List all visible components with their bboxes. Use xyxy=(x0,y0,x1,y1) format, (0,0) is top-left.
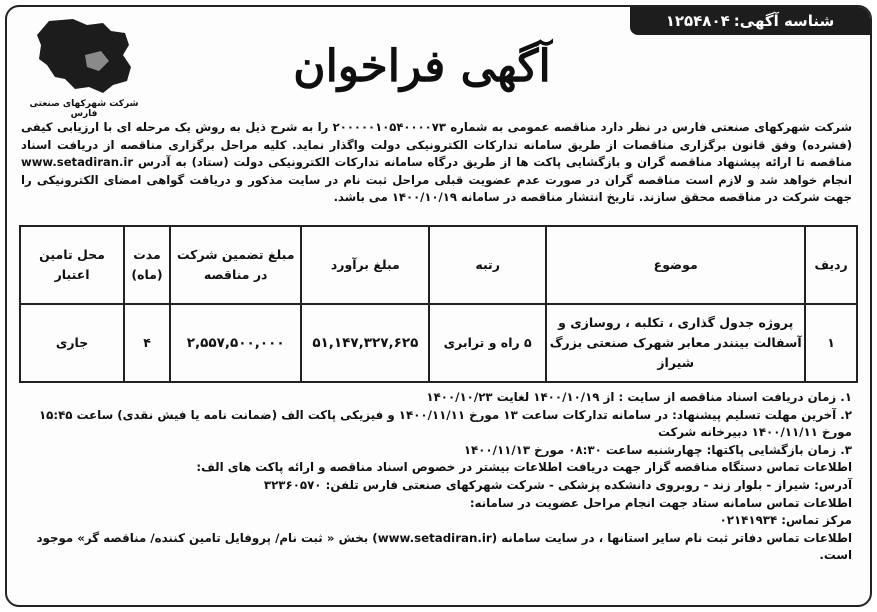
intro-text-part2: انجام خواهد شد و لازم است مناقصه گران در صورت عدم عضویت قبلی مراحل ثبت نام در سایت مذکور و دریافت گواهی امضای الکترونیکی را جهت شرکت در مناقصه محقق سازند. تاریخ انتشار مناقصه در سامانه ۱۴۰۰/۱۰/۱۹ می باشد. xyxy=(21,172,852,204)
intro-paragraph xyxy=(21,119,852,207)
cell-grade: ۵ راه و ترابری xyxy=(429,304,546,382)
header-duration: مدت (ماه) xyxy=(124,226,170,304)
intro-text-part1: شرکت شهرکهای صنعتی فارس در نظر دارد مناقصه عمومی به شماره ۲۰۰۰۰۰۱۰۵۴۰۰۰۰۷۳ را به شرح ذیل به روش یک مرحله ای با ارزیابی کیفی (فشرده) وفق قانون برگزاری مناقصات از طریق سامانه تدارکات الکترونیکی دولت واگذار نماید. کلیه مراحل برگزاری مناقصه از دریافت اسناد مناقصه تا ارائه پیشنهاد مناقصه گران و بازگشایی پاکت ها از طریق درگاه سامانه تدارکات الکترونیکی دولت (ستاد) به آدرس xyxy=(21,120,852,169)
header-row-number: ردیف xyxy=(805,226,857,304)
doc-receipt-item: ۱. زمان دریافت اسناد مناقصه از سایت : از ۱۴۰۰/۱۰/۱۹ لغایت ۱۴۰۰/۱۰/۲۳ xyxy=(426,390,852,404)
ad-id-number: ۱۲۵۴۸۰۴ xyxy=(665,12,730,30)
logo-caption: شرکت شهرکهای صنعتی فارس xyxy=(29,99,139,119)
iran-map-icon xyxy=(29,15,139,97)
company-logo xyxy=(19,15,139,119)
address-item: آدرس: شیراز - بلوار زند - روبروی دانشکده پزشکی - شرکت شهرکهای صنعتی فارس تلفن: ۳۲۳۶۰۵۷۰ xyxy=(263,477,852,492)
tender-table xyxy=(19,225,858,383)
header-funding: محل تامین اعتبار xyxy=(20,226,124,304)
cell-subject: پروژه جدول گذاری ، تکلبه ، روسازی و آسفالت بینندر معابر شهرک صنعتی بزرگ شیراز xyxy=(546,304,805,382)
header-subject: موضوع xyxy=(546,226,805,304)
table-header-row xyxy=(20,226,857,304)
ad-id-label: شناسه آگهی: xyxy=(733,12,835,30)
table-row xyxy=(20,304,857,382)
tender-details xyxy=(21,389,852,565)
ad-id-badge xyxy=(630,7,870,35)
cell-duration: ۴ xyxy=(124,304,170,382)
cell-row-number: ۱ xyxy=(805,304,857,382)
cell-guarantee: ۲,۵۵۷,۵۰۰,۰۰۰ xyxy=(170,304,302,382)
cell-estimate: ۵۱,۱۴۷,۳۲۷,۶۲۵ xyxy=(301,304,429,382)
cell-funding: جاری xyxy=(20,304,124,382)
header-guarantee: مبلغ تضمین شرکت در مناقصه xyxy=(170,226,302,304)
call-center-item: مرکز تماس: ۰۲۱۴۱۹۳۴ xyxy=(719,513,852,528)
setad-contact-heading: اطلاعات تماس سامانه ستاد جهت انجام مراحل عضویت در سامانه: xyxy=(469,495,852,510)
contact-heading: اطلاعات تماس دستگاه مناقصه گزار جهت دریافت اطلاعات بیشتر در خصوص اسناد مناقصه و ارائه پاکت های الف: xyxy=(196,460,852,475)
opening-item: ۳. زمان بازگشایی پاکتها: چهارشنبه ساعت ۰۸:۳۰ مورخ ۱۴۰۰/۱۱/۱۳ xyxy=(463,442,852,457)
deadline-item: ۲. آخرین مهلت تسلیم پیشنهاد: در سامانه تدارکات ساعت ۱۳ مورخ ۱۴۰۰/۱۱/۱۱ و فیزیکی پاکت الف (ضمانت نامه یا فیش نقدی) ساعت ۱۵:۴۵ مورخ ۱۴۰۰/۱۱/۱۱ دبیرخانه شرکت xyxy=(38,407,852,440)
setad-website-link[interactable]: www.setadiran.ir xyxy=(21,155,134,169)
header-grade: رتبه xyxy=(429,226,546,304)
offices-item: اطلاعات تماس دفاتر ثبت نام سایر استانها ، در سایت سامانه (www.setadiran.ir) بخش « ثبت نام/ پروفایل تامین کننده/ مناقصه گر» موجود است. xyxy=(36,530,852,563)
header-estimate: مبلغ برآورد xyxy=(301,226,429,304)
ad-frame xyxy=(5,5,872,607)
page-title: آگهی فراخوان xyxy=(293,41,551,92)
